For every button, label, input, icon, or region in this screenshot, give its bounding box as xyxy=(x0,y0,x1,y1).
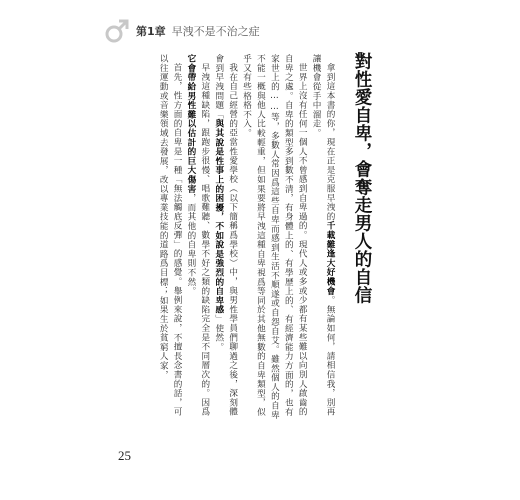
text-run: 首先，性方面的自卑是一種「無法觸底反彈」的感覺。舉例來說，不擅長念書的話，可以往運動或音樂領域去發展，改以專業技能的道路爲目標；如果生於貧窮人家， xyxy=(158,54,183,416)
paragraph xyxy=(239,54,309,422)
emphasis-text: 千載難逢大好機會 xyxy=(325,220,335,296)
emphasis-text: 它會帶給男性難以估計的巨大傷害 xyxy=(185,54,196,194)
paragraph xyxy=(183,54,211,422)
body-text xyxy=(126,54,336,422)
running-header xyxy=(104,18,260,44)
paragraph xyxy=(155,54,183,422)
page-number: 25 xyxy=(118,448,131,463)
section-title: 對性愛自卑，會奪走男人的自信 xyxy=(352,52,372,304)
chapter-title: 早洩不是不治之症 xyxy=(171,25,260,38)
paragraph xyxy=(211,54,239,422)
text-run: 拿到這本書的你，現在正是克服早洩的 xyxy=(325,62,335,221)
emphasis-text: 與其說是性事上的困擾，不如說是強烈的自卑感 xyxy=(213,119,224,315)
text-run: 」使然。 xyxy=(213,314,224,352)
male-symbol-icon xyxy=(104,18,130,44)
text-run: 。無論如何，請相信我，別再讓機會從手中溜走。 xyxy=(311,54,335,417)
text-run: ，而其他的自卑則不然。 xyxy=(185,193,196,296)
text-run: 早洩這種缺陷，跟跑步很慢、唱歌難聽、數學不好之類的缺陷完全是不同層次的。因爲 xyxy=(199,62,210,416)
text-run: 我在自己經營的亞當性愛學校（以下簡稱爲學校）中，與男性學員們聊過之後，深刻體會到早洩問題「 xyxy=(213,54,238,416)
paragraph xyxy=(308,54,336,422)
text-run: 世界上沒有任何一個人不曾感到自卑過的。現代人或多或少都有某些難以向別人啟齒的自卑之處。自卑的類型多到數不清，有身體上的、有學歷上的、有經濟能力方面的，也有家世上的……等，多數人常因爲這些自卑而感到生活不順遂或自怨自艾。雖然個人的自卑不能一概與他人比較輕重，但如果要將早洩這種自卑視爲等同於其他無數的自卑類型，似乎又有些格格不入。 xyxy=(241,54,308,420)
chapter-label: 第1章 xyxy=(136,25,166,38)
